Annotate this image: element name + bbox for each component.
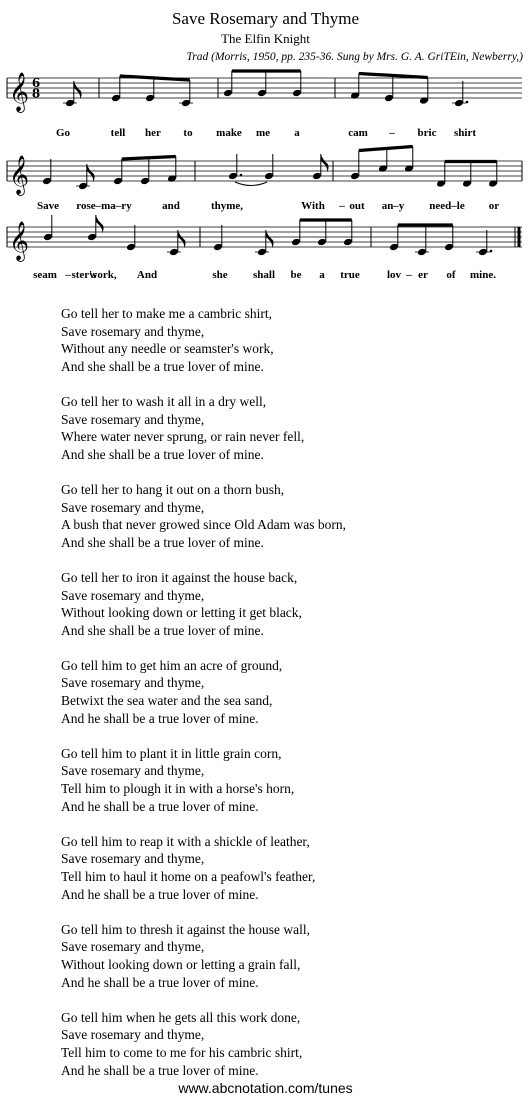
dot <box>240 174 243 177</box>
lyric-syllable: an–y <box>381 200 405 212</box>
tune-source: Trad (Morris, 1950, pp. 235-36. Sung by Mrs. G. A. GriTEin, Newberry,) <box>186 51 523 63</box>
verse-line: And she shall be a true lover of mine. <box>61 622 264 638</box>
time-signature-bottom: 8 <box>31 86 41 101</box>
note-flag <box>96 215 104 234</box>
lyric-syllable: And <box>136 269 158 281</box>
lyric-syllable: tell <box>110 127 126 139</box>
tune-title: Save Rosemary and Thyme <box>171 9 360 28</box>
lyric-syllable: rose–ma–ry <box>76 200 132 212</box>
verse-line: Go tell him to reap it with a shickle of leather, <box>61 833 310 849</box>
verse-line: Go tell her to wash it all in a dry well, <box>61 393 267 409</box>
verse-line: Save rosemary and thyme, <box>61 587 205 603</box>
lyric-syllable: she <box>212 269 228 281</box>
tune-subtitle: The Elfin Knight <box>221 31 310 46</box>
lyric-syllable: shirt <box>454 127 476 139</box>
verse-3 <box>61 481 521 551</box>
note-flag <box>87 164 95 183</box>
time-signature-top: 6 <box>31 76 41 90</box>
verse-line: Save rosemary and thyme, <box>61 411 205 427</box>
lyric-syllable: and <box>162 200 180 212</box>
lyric-syllable: seam <box>33 269 57 281</box>
verse-7 <box>61 833 521 903</box>
verse-line: And he shall be a true lover of mine. <box>61 1062 259 1078</box>
lyric-syllable: Go <box>55 127 71 139</box>
note-flag <box>178 230 186 249</box>
verse-6 <box>61 745 521 815</box>
beam <box>122 157 176 160</box>
verse-line: And he shall be a true lover of mine. <box>61 974 259 990</box>
lyric-syllable: – <box>406 269 412 281</box>
lyric-syllable: thyme, <box>210 200 244 212</box>
note-flag <box>266 230 274 249</box>
verse-line: Tell him to plough it in with a horse's horn, <box>61 781 295 797</box>
verse-line: And he shall be a true lover of mine. <box>61 886 259 902</box>
beam <box>120 76 190 80</box>
verse-line: Tell him to haul it home on a peafowl's feather, <box>61 869 316 884</box>
lyric-syllable: Save <box>37 200 59 212</box>
verse-4 <box>61 569 521 639</box>
lyric-syllable: be <box>290 269 302 281</box>
verse-line: Save rosemary and thyme, <box>61 939 205 955</box>
verse-line: Go tell her to make me a cambric shirt, <box>61 306 273 321</box>
verse-line: Save rosemary and thyme, <box>61 323 205 339</box>
lyric-syllable: er <box>418 269 428 281</box>
verse-line: Without looking down or letting it get black, <box>61 605 302 621</box>
verse-line: Without any needle or seamster's work, <box>61 341 274 357</box>
verse-8 <box>61 921 521 991</box>
lyric-syllable: – <box>65 269 71 281</box>
lyric-syllable: – <box>389 127 395 139</box>
tie <box>235 182 267 186</box>
verse-line: Tell him to come to me for his cambric shirt, <box>61 1044 303 1060</box>
verse-line: Save rosemary and thyme, <box>61 851 205 867</box>
treble-clef-icon: 𝄞 <box>9 72 30 112</box>
verse-line: Go tell her to hang it out on a thorn bush, <box>61 481 285 497</box>
verse-line: And she shall be a true lover of mine. <box>61 534 264 550</box>
dot <box>490 250 493 253</box>
footer-url[interactable]: www.abcnotation.com/tunes <box>178 1080 353 1096</box>
treble-clef-icon: 𝄞 <box>9 221 30 261</box>
lyric-syllable: or <box>488 200 500 212</box>
verse-line: Save rosemary and thyme, <box>61 499 205 515</box>
lyric-syllable: a <box>319 269 325 281</box>
treble-clef-icon: 𝄞 <box>9 155 30 195</box>
lyric-syllable: a <box>294 127 300 139</box>
verse-line: Go tell him when he gets all this work done, <box>61 1009 301 1025</box>
lyric-syllable: cam <box>348 127 368 139</box>
lyric-syllable: out <box>349 200 365 212</box>
verse-line: Go tell him to thresh it against the house wall, <box>61 921 310 937</box>
lyric-syllable: to <box>183 127 193 139</box>
lyric-syllable: mine. <box>470 269 496 281</box>
note-flag <box>321 154 329 173</box>
lyric-syllable: of <box>446 269 456 281</box>
music-score <box>0 0 531 281</box>
lyric-syllable: bric <box>417 127 437 139</box>
verse-9 <box>61 1009 521 1079</box>
verse-line: Where water never sprung, or rain never fell, <box>61 429 305 445</box>
verse-line: And she shall be a true lover of mine. <box>61 358 264 374</box>
verse-line: And she shall be a true lover of mine. <box>61 446 264 462</box>
verse-line: Without looking down or letting a grain fall, <box>61 956 301 972</box>
lyric-syllable: lov <box>386 269 402 281</box>
lyric-syllable: make <box>216 127 242 139</box>
lyric-syllable: me <box>255 127 271 139</box>
lyric-syllable: need–le <box>429 200 465 212</box>
beam <box>359 147 413 151</box>
lyric-syllable: With <box>301 200 325 212</box>
verse-line: A bush that never growed since Old Adam was born, <box>61 517 346 533</box>
verses-block <box>61 305 521 1097</box>
lyric-syllable: ster's <box>71 269 97 281</box>
verse-1 <box>61 305 521 375</box>
lyric-syllable: – <box>339 200 345 212</box>
verse-2 <box>61 393 521 463</box>
dot <box>466 101 469 104</box>
beam <box>359 74 428 78</box>
verse-line: And he shall be a true lover of mine. <box>61 798 259 814</box>
verse-line: Save rosemary and thyme, <box>61 1027 205 1043</box>
verse-line: Save rosemary and thyme, <box>61 763 205 779</box>
lyric-syllable: true <box>340 269 360 281</box>
note-flag <box>74 81 82 100</box>
lyric-syllable: her <box>145 127 161 139</box>
verse-line: Save rosemary and thyme, <box>61 675 205 691</box>
verse-line: Go tell him to get him an acre of ground, <box>61 657 283 673</box>
verse-line: Go tell him to plant it in little grain corn, <box>61 745 282 761</box>
verse-line: Betwixt the sea water and the sea sand, <box>61 693 273 709</box>
lyric-syllable: work, <box>89 269 117 281</box>
verse-line: And he shall be a true lover of mine. <box>61 710 259 726</box>
verse-line: Go tell her to iron it against the house back, <box>61 569 298 585</box>
verse-5 <box>61 657 521 727</box>
lyric-syllable: shall <box>252 269 276 281</box>
